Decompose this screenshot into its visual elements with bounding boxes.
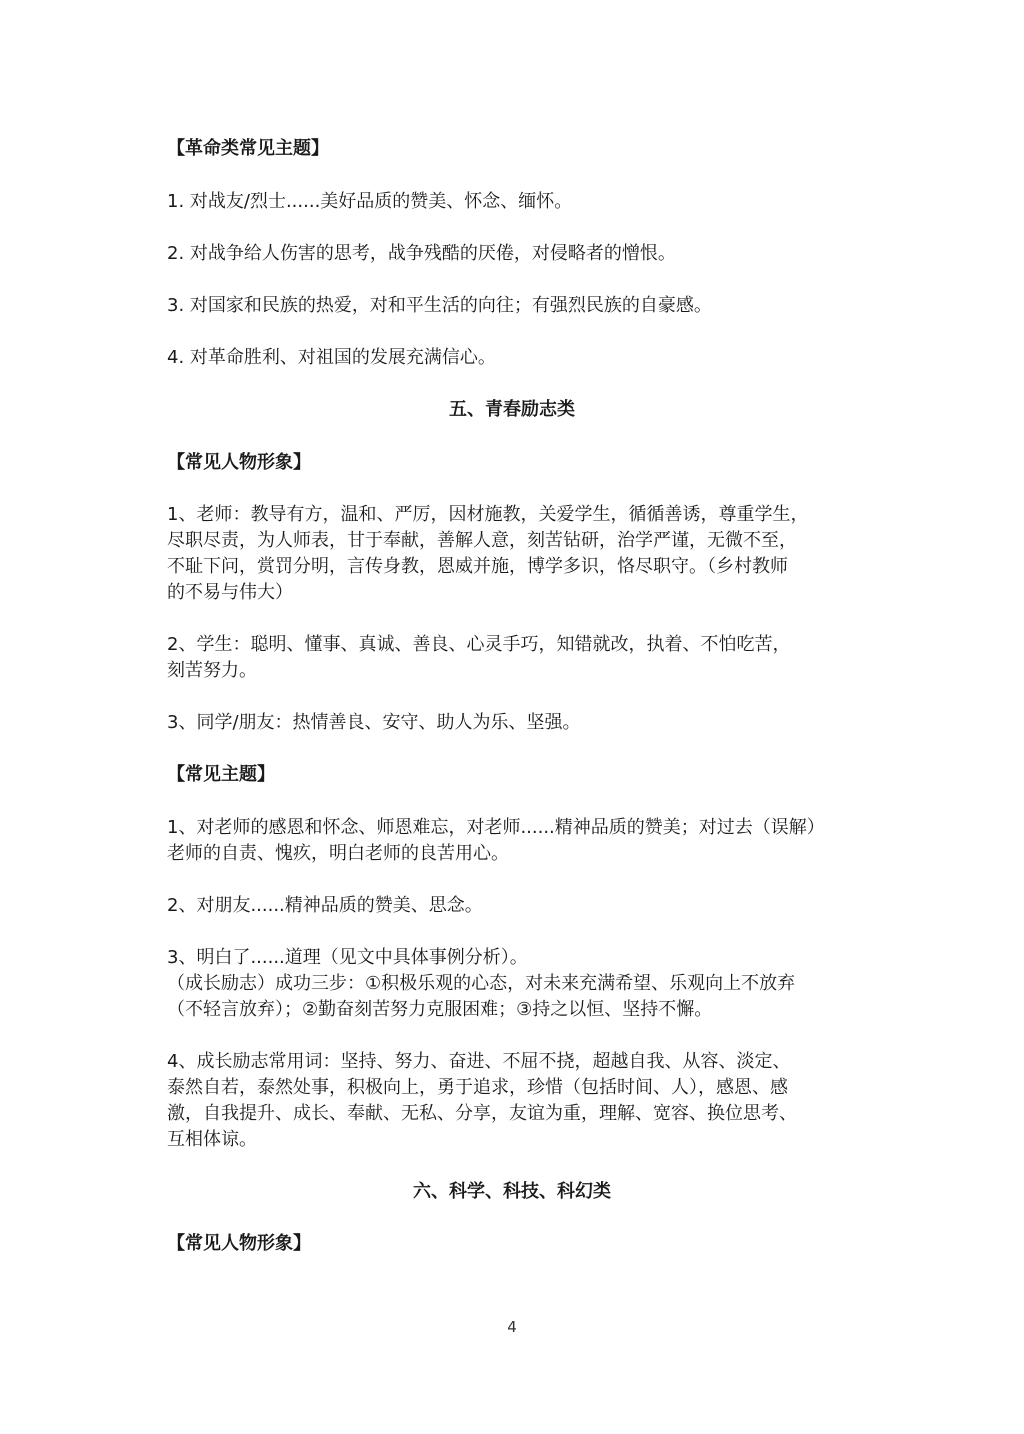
paragraph-student-line-1: 2、学生：聪明、懂事、真诚、善良、心灵手巧，知错就改，执着、不怕吃苦， [167,634,791,655]
paragraph-theme4-line-4: 互相体谅。 [167,1129,257,1150]
paragraph-theme4-line-3: 激，自我提升、成长、奉献、无私、分享，友谊为重，理解、宽容、换位思考、 [167,1103,797,1124]
paragraph-teacher-line-3: 不耻下问，赏罚分明，言传身教，恩威并施，博学多识，恪尽职守。（乡村教师 [167,556,788,577]
theme-item-2: 2. 对战争给人伤害的思考，战争残酷的厌倦，对侵略者的憎恨。 [167,243,676,264]
paragraph-theme3-line-2: （成长励志）成功三步：①积极乐观的心态，对未来充满希望、乐观向上不放弃 [167,973,796,994]
paragraph-teacher-line-4: 的不易与伟大） [167,582,293,603]
paragraph-theme2: 2、对朋友......精神品质的赞美、思念。 [167,895,483,916]
paragraph-theme1-line-2: 老师的自责、愧疚，明白老师的良苦用心。 [167,843,509,864]
paragraph-theme1-line-1: 1、对老师的感恩和怀念、师恩难忘，对老师......精神品质的赞美；对过去（误解） [167,817,825,838]
paragraph-friend: 3、同学/朋友：热情善良、安守、助人为乐、坚强。 [167,712,581,733]
paragraph-student-line-2: 刻苦努力。 [167,660,257,681]
paragraph-theme3-line-3: （不轻言放弃）；②勤奋刻苦努力克服困难；③持之以恒、坚持不懈。 [167,999,713,1020]
theme-item-1: 1. 对战友/烈士......美好品质的赞美、怀念、缅怀。 [167,191,573,212]
section-heading-themes: 【常见主题】 [167,764,275,785]
page-number: 4 [507,1318,517,1336]
theme-item-3: 3. 对国家和民族的热爱，对和平生活的向往；有强烈民族的自豪感。 [167,295,712,316]
section-heading-characters: 【常见人物形象】 [167,452,311,473]
paragraph-theme4-line-2: 泰然自若，泰然处事，积极向上，勇于追求，珍惜（包括时间、人），感恩、感 [167,1077,788,1098]
paragraph-teacher-line-1: 1、老师：教导有方，温和、严厉，因材施教，关爱学生，循循善诱，尊重学生， [167,504,809,525]
section-heading-characters-science: 【常见人物形象】 [167,1233,311,1254]
chapter-title-youth: 五、青春励志类 [449,399,575,420]
section-heading-revolution-themes: 【革命类常见主题】 [167,138,329,159]
theme-item-4: 4. 对革命胜利、对祖国的发展充满信心。 [167,347,496,368]
paragraph-teacher-line-2: 尽职尽责，为人师表，甘于奉献，善解人意，刻苦钻研，治学严谨，无微不至， [167,530,797,551]
paragraph-theme3-line-1: 3、明白了......道理（见文中具体事例分析）。 [167,947,528,968]
chapter-title-science: 六、科学、科技、科幻类 [413,1181,611,1202]
paragraph-theme4-line-1: 4、成长励志常用词：坚持、努力、奋进、不屈不挠，超越自我、从容、淡定、 [167,1051,791,1072]
